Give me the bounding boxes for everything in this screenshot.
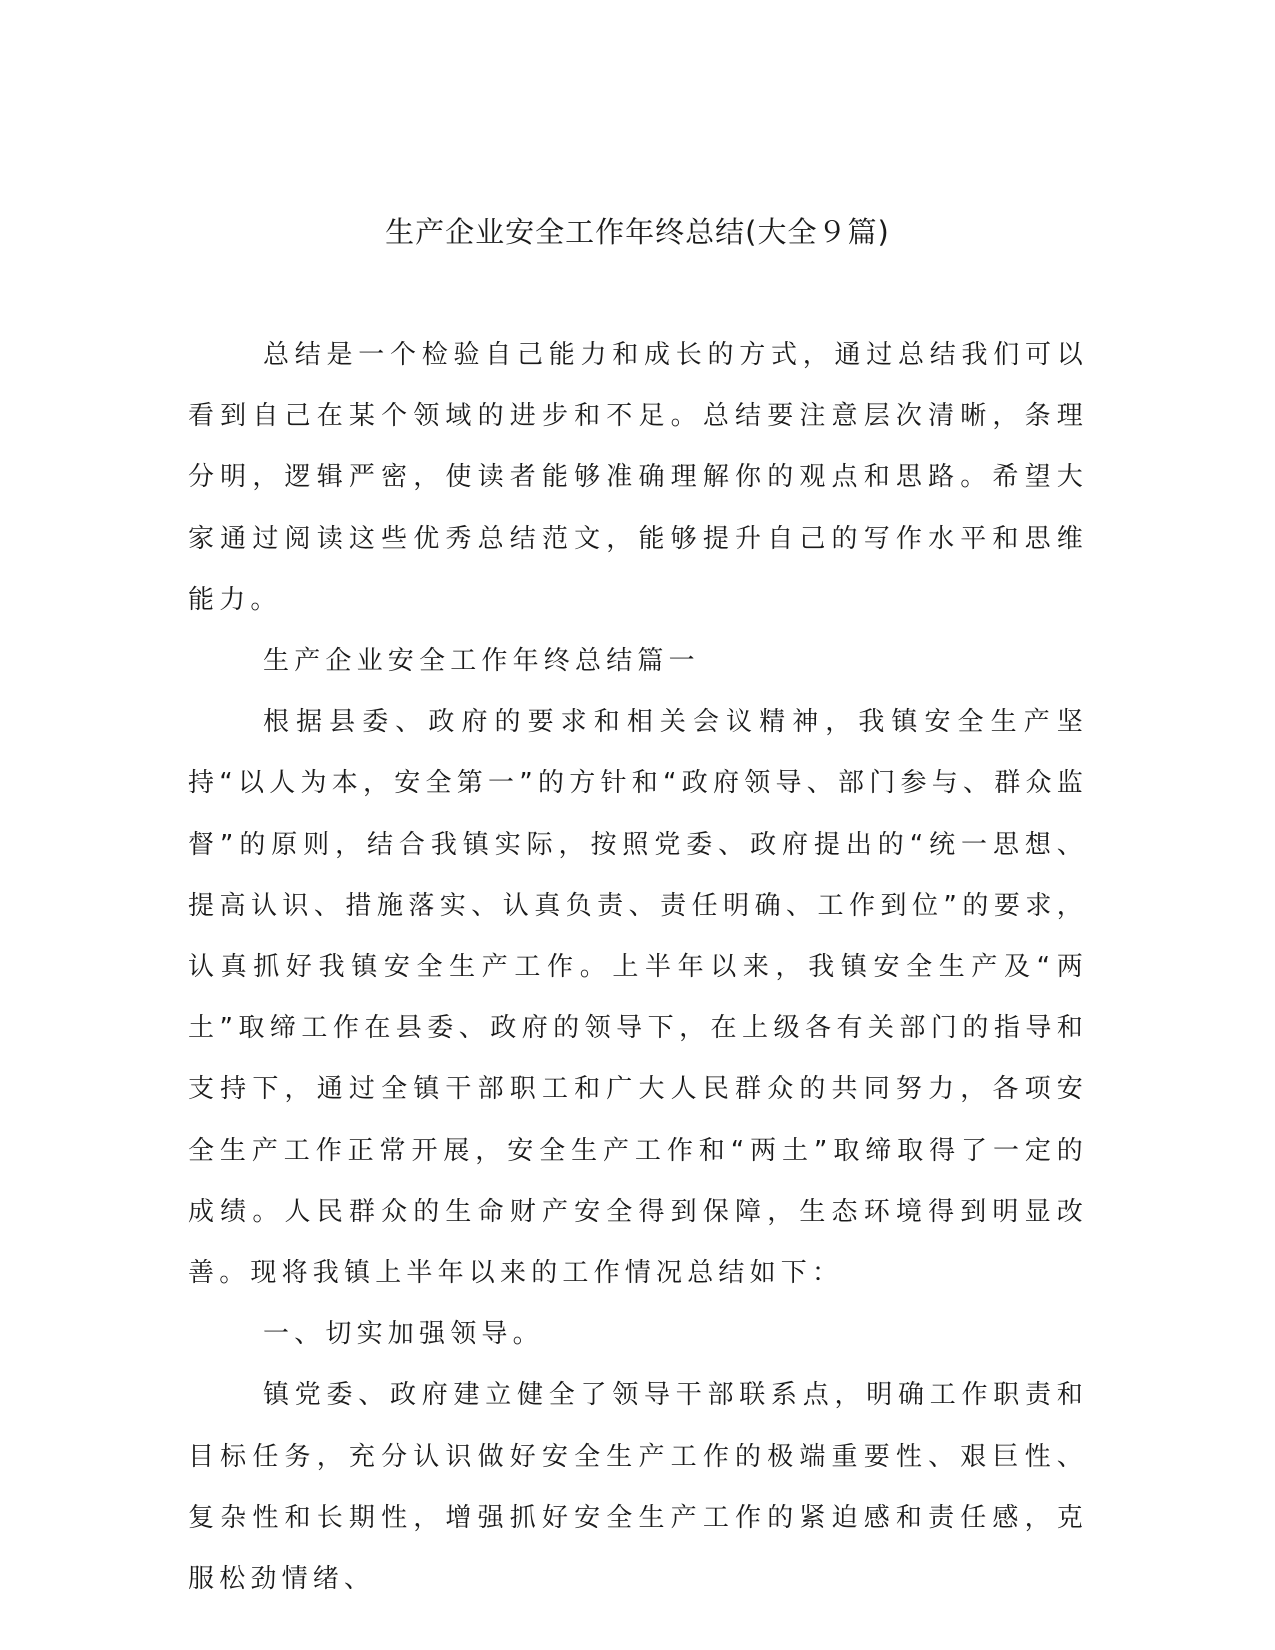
intro-paragraph: 总结是一个检验自己能力和成长的方式，通过总结我们可以看到自己在某个领域的进步和不足。总结要注意层次清晰，条理分明，逻辑严密，使读者能够准确理解你的观点和思路。希望大家通过阅读这些优秀总结范文，能够提升自己的写作水平和思维能力。 xyxy=(188,340,1088,615)
section-heading: 生产企业安全工作年终总结篇一 xyxy=(263,646,700,677)
body-paragraph: 镇党委、政府建立健全了领导干部联系点，明确工作职责和目标任务，充分认识做好安全生产工作的极端重要性、艰巨性、复杂性和长期性，增强抓好安全生产工作的紧迫感和责任感，克服松劲情绪、 xyxy=(188,1380,1088,1595)
body-paragraph: 根据县委、政府的要求和相关会议精神，我镇安全生产坚持“以人为本，安全第一”的方针和“政府领导、部门参与、群众监督”的原则，结合我镇实际，按照党委、政府提出的“统一思想、提高认识、措施落实、认真负责、责任明确、工作到位”的要求，认真抓好我镇安全生产工作。上半年以来，我镇安全生产及“两土”取缔工作在县委、政府的领导下，在上级各有关部门的指导和支持下，通过全镇干部职工和广大人民群众的共同努力，各项安全生产工作正常开展，安全生产工作和“两土”取缔取得了一定的成绩。人民群众的生命财产安全得到保障，生态环境得到明显改善。现将我镇上半年以来的工作情况总结如下： xyxy=(188,707,1088,1289)
subsection-heading: 一、切实加强领导。 xyxy=(263,1319,544,1350)
document-body xyxy=(188,325,1088,1610)
document-title: 生产企业安全工作年终总结(大全９篇) xyxy=(385,215,890,249)
